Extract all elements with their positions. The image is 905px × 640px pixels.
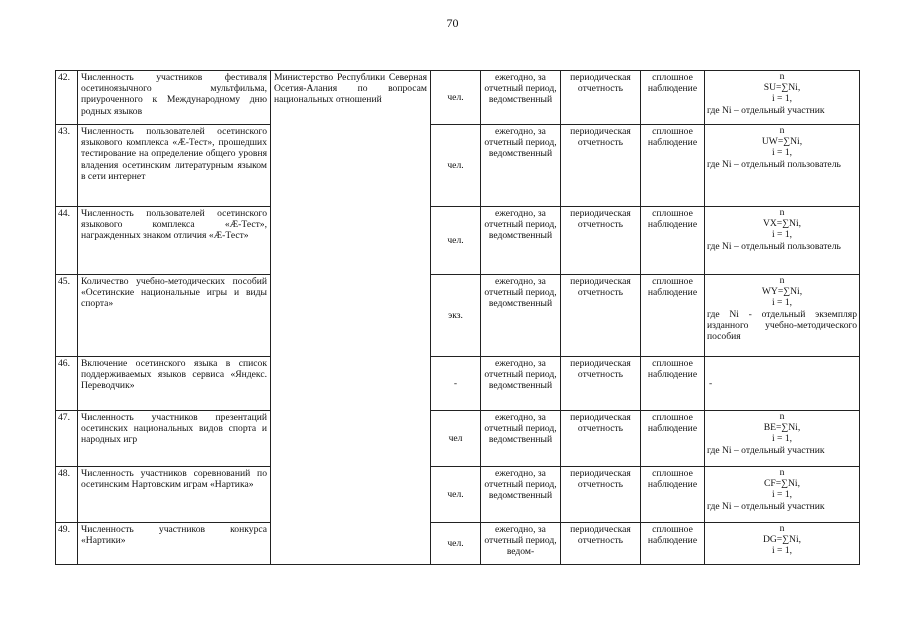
row-number: 44.: [56, 207, 78, 275]
frequency: ежегодно, за отчетный период, ведомственный: [481, 207, 561, 275]
indicator-name: Численность пользователей осетинского языкового комплекса «Æ-Тест», прошедших тестирование на определение общего уровня владения осетинским литературным языком в сети интернет: [78, 125, 271, 207]
frequency: ежегодно, за отчетный период, ведомственный: [481, 467, 561, 523]
method: сплошное наблюдение: [641, 71, 705, 125]
row-number: 43.: [56, 125, 78, 207]
report-type: периодическая отчетность: [561, 523, 641, 565]
calc-index: i = 1,: [771, 229, 793, 241]
indicator-name: Численность участников презентаций осетинских национальных видов спорта и народных игр: [78, 411, 271, 467]
calc-note: где Ni – отдельный участник: [707, 104, 825, 116]
calc-upper-limit: n: [779, 411, 785, 422]
row-number: 46.: [56, 357, 78, 411]
calculation: [705, 125, 860, 207]
calc-upper-limit: n: [779, 523, 785, 534]
calc-index: i = 1,: [771, 297, 793, 309]
frequency: ежегодно, за отчетный период, ведомственный: [481, 411, 561, 467]
calc-note: где Ni – отдельный участник: [707, 444, 825, 456]
unit: -: [431, 357, 481, 411]
frequency: ежегодно, за отчетный период, ведомственный: [481, 275, 561, 357]
calculation: [705, 411, 860, 467]
unit: чел.: [431, 207, 481, 275]
report-type: периодическая отчетность: [561, 125, 641, 207]
report-type: периодическая отчетность: [561, 357, 641, 411]
calc-index: i = 1,: [771, 93, 793, 105]
method: сплошное наблюдение: [641, 207, 705, 275]
indicator-name: Численность участников фестиваля осетиноязычного мультфильма, приуроченного к Международному дню родных языков: [78, 71, 271, 125]
frequency: ежегодно, за отчетный период, ведомственный: [481, 125, 561, 207]
calc-formula: CF=∑Ni,: [764, 478, 800, 490]
frequency: ежегодно, за отчетный период, ведомственный: [481, 357, 561, 411]
report-type: периодическая отчетность: [561, 207, 641, 275]
calc-formula: SU=∑Ni,: [763, 82, 801, 94]
frequency: ежегодно, за отчетный период, ведом-: [481, 523, 561, 565]
unit: чел.: [431, 71, 481, 125]
unit: чел.: [431, 125, 481, 207]
method: сплошное наблюдение: [641, 275, 705, 357]
table-row: [56, 467, 860, 523]
report-type: периодическая отчетность: [561, 275, 641, 357]
calc-upper-limit: n: [779, 275, 785, 286]
table-row: [56, 275, 860, 357]
row-number: 49.: [56, 523, 78, 565]
calculation: [705, 467, 860, 523]
unit: чел: [431, 411, 481, 467]
row-number: 48.: [56, 467, 78, 523]
row-number: 45.: [56, 275, 78, 357]
row-number: 47.: [56, 411, 78, 467]
calc-note: где Ni – отдельный пользователь: [707, 158, 841, 170]
calc-formula: WY=∑Ni,: [761, 286, 803, 298]
calculation: [705, 207, 860, 275]
indicator-name: Количество учебно-методических пособий «Осетинские национальные игры и виды спорта»: [78, 275, 271, 357]
calc-upper-limit: n: [779, 467, 785, 478]
indicator-name: Численность участников конкурса «Нартики»: [78, 523, 271, 565]
method: сплошное наблюдение: [641, 125, 705, 207]
report-type: периодическая отчетность: [561, 71, 641, 125]
calc-note: где Ni – отдельный участник: [707, 500, 825, 512]
calc-index: i = 1,: [771, 147, 793, 159]
table-row: [56, 207, 860, 275]
indicator-name: Численность участников соревнований по осетинским Нартовским играм «Нартика»: [78, 467, 271, 523]
method: сплошное наблюдение: [641, 411, 705, 467]
calc-upper-limit: n: [779, 71, 785, 82]
table-row: [56, 411, 860, 467]
calc-note: где Ni – отдельный пользователь: [707, 240, 841, 252]
calc-upper-limit: n: [779, 207, 785, 218]
report-type: периодическая отчетность: [561, 467, 641, 523]
indicator-name: Включение осетинского языка в список поддерживаемых языков сервиса «Яндекс. Переводчик»: [78, 357, 271, 411]
calculation: [705, 275, 860, 357]
calc-index: i = 1,: [771, 545, 793, 557]
responsible-body: Министерство Республики Северная Осетия-Алания по вопросам национальных отношений: [271, 71, 431, 565]
unit: экз.: [431, 275, 481, 357]
table-row: [56, 357, 860, 411]
table-row: [56, 71, 860, 125]
calc-index: i = 1,: [771, 489, 793, 501]
calc-index: i = 1,: [771, 433, 793, 445]
method: сплошное наблюдение: [641, 357, 705, 411]
page-number: 70: [446, 16, 459, 30]
row-number: 42.: [56, 71, 78, 125]
table-row: [56, 125, 860, 207]
indicators-table: [55, 70, 860, 565]
calculation: [705, 71, 860, 125]
calculation: -: [705, 357, 860, 411]
unit: чел.: [431, 523, 481, 565]
table-row: [56, 523, 860, 565]
method: сплошное наблюдение: [641, 467, 705, 523]
calc-formula: DG=∑Ni,: [762, 534, 802, 546]
calculation: [705, 523, 860, 565]
calc-formula: UW=∑Ni,: [761, 136, 803, 148]
frequency: ежегодно, за отчетный период, ведомственный: [481, 71, 561, 125]
method: сплошное наблюдение: [641, 523, 705, 565]
calc-formula: BE=∑Ni,: [763, 422, 801, 434]
calc-formula: VX=∑Ni,: [762, 218, 802, 230]
indicator-name: Численность пользователей осетинского языкового комплекса «Æ-Тест», награжденных знаком отличия «Æ-Тест»: [78, 207, 271, 275]
calc-upper-limit: n: [779, 125, 785, 136]
unit: чел.: [431, 467, 481, 523]
calc-note: где Ni - отдельный экземпляр изданного учебно-методического пособия: [707, 308, 857, 343]
report-type: периодическая отчетность: [561, 411, 641, 467]
